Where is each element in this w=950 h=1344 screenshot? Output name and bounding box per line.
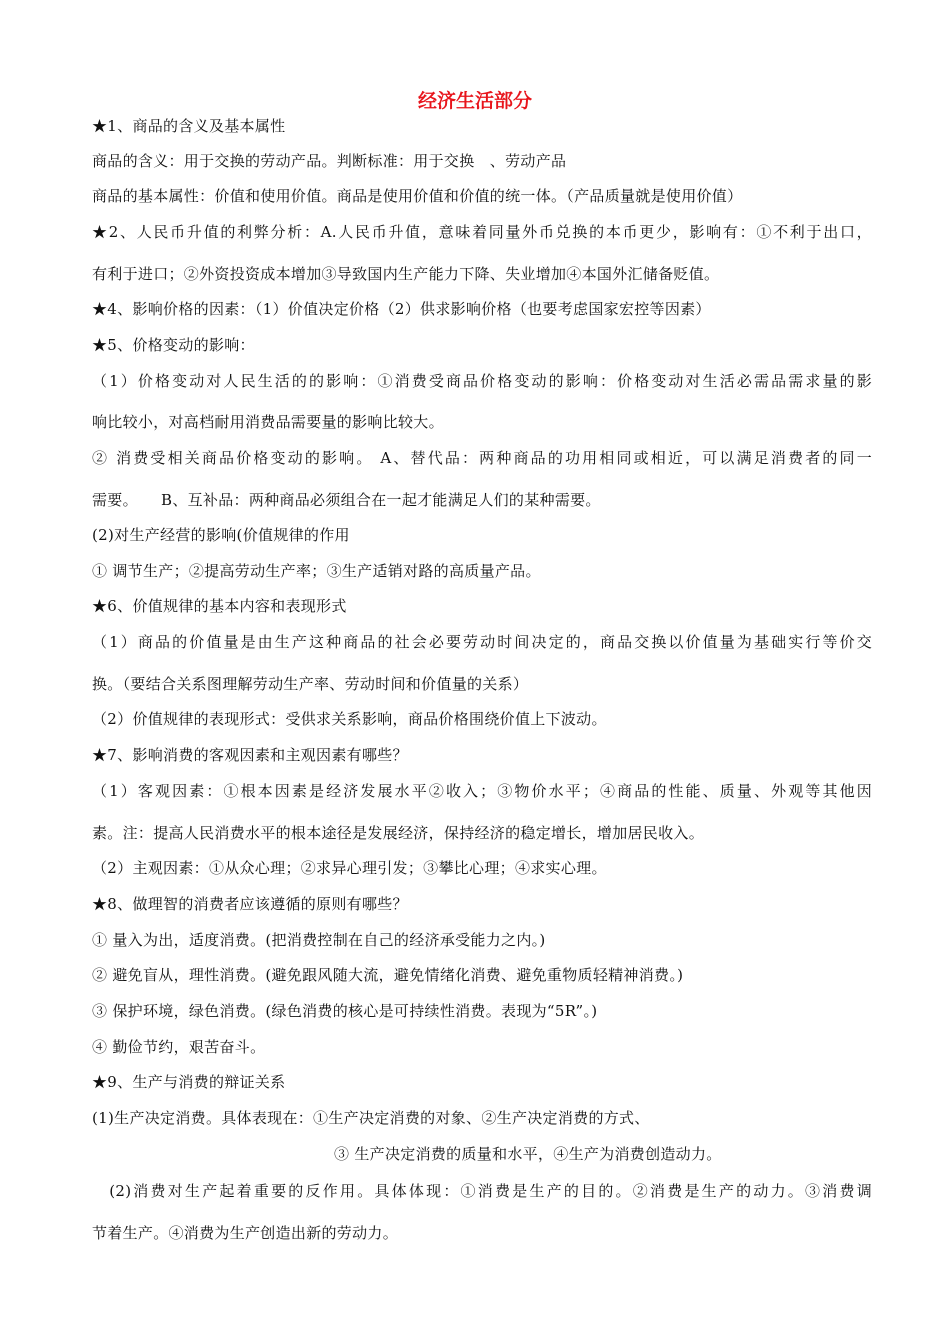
text-line: 有利于进口；②外资投资成本增加③导致国内生产能力下降、失业增加④本国外汇储备贬值。	[92, 265, 720, 283]
text-line: （2）主观因素：①从众心理；②求异心理引发；③攀比心理；④求实心理。	[92, 859, 607, 877]
text-line: ② 消费受相关商品价格变动的影响。 A、替代品：两种商品的功用相同或相近，可以满足消费者的同一	[92, 449, 872, 467]
text-line: ② 避免盲从，理性消费。(避免跟风随大流，避免情绪化消费、避免重物质轻精神消费。)	[92, 966, 684, 984]
text-line: ① 量入为出，适度消费。(把消费控制在自己的经济承受能力之内。)	[92, 931, 546, 949]
heading-item-1: ★1、商品的含义及基本属性	[92, 117, 286, 135]
text-line: (1)生产决定消费。具体表现在：①生产决定消费的对象、②生产决定消费的方式、	[92, 1109, 650, 1127]
text-line: 需要。 B、互补品：两种商品必须组合在一起才能满足人们的某种需要。	[92, 491, 601, 509]
text-line: ④ 勤俭节约，艰苦奋斗。	[92, 1038, 266, 1056]
document-title: 经济生活部分	[417, 90, 532, 112]
heading-item-6: ★6、价值规律的基本内容和表现形式	[92, 597, 347, 615]
text-line: 素。注：提高人民消费水平的根本途径是发展经济，保持经济的稳定增长，增加居民收入。	[92, 824, 705, 842]
heading-item-5: ★5、价格变动的影响：	[92, 336, 255, 354]
heading-item-2: ★2、人民币升值的利弊分析：A.人民币升值，意味着同量外币兑换的本币更少，影响有：①不利于出口，	[92, 223, 872, 241]
text-line: （1）价格变动对人民生活的的影响：①消费受商品价格变动的影响：价格变动对生活必需品需求量的影	[92, 372, 872, 390]
text-line: （2）价值规律的表现形式：受供求关系影响，商品价格围绕价值上下波动。	[92, 710, 607, 728]
text-line: （1）客观因素：①根本因素是经济发展水平②收入；③物价水平；④商品的性能、质量、外观等其他因	[92, 782, 872, 800]
text-line: 商品的基本属性：价值和使用价值。商品是使用价值和价值的统一体。（产品质量就是使用价值）	[92, 187, 743, 205]
heading-item-7: ★7、影响消费的客观因素和主观因素有哪些？	[92, 746, 408, 764]
text-line: ③ 保护环境，绿色消费。(绿色消费的核心是可持续性消费。表现为“5R”。)	[92, 1002, 598, 1020]
text-line: 换。（要结合关系图理解劳动生产率、劳动时间和价值量的关系）	[92, 675, 529, 693]
text-line: (2)消费对生产起着重要的反作用。具体体现：①消费是生产的目的。②消费是生产的动力。③消费调	[92, 1182, 872, 1200]
text-line: （1）商品的价值量是由生产这种商品的社会必要劳动时间决定的，商品交换以价值量为基础实行等价交	[92, 633, 872, 651]
heading-item-9: ★9、生产与消费的辩证关系	[92, 1073, 286, 1091]
text-line: ① 调节生产；②提高劳动生产率；③生产适销对路的高质量产品。	[92, 562, 541, 580]
heading-item-4: ★4、影响价格的因素：（1）价值决定价格（2）供求影响价格（也要考虑国家宏控等因素）	[92, 300, 711, 318]
heading-item-8: ★8、做理智的消费者应该遵循的原则有哪些？	[92, 895, 408, 913]
text-line: ③ 生产决定消费的质量和水平，④生产为消费创造动力。	[334, 1145, 722, 1163]
text-line: (2)对生产经营的影响(价值规律的作用	[92, 526, 350, 544]
text-line: 节着生产。④消费为生产创造出新的劳动力。	[92, 1224, 399, 1242]
text-line: 商品的含义：用于交换的劳动产品。判断标准：用于交换 、劳动产品	[92, 152, 567, 170]
text-line: 响比较小，对高档耐用消费品需要量的影响比较大。	[92, 413, 444, 431]
